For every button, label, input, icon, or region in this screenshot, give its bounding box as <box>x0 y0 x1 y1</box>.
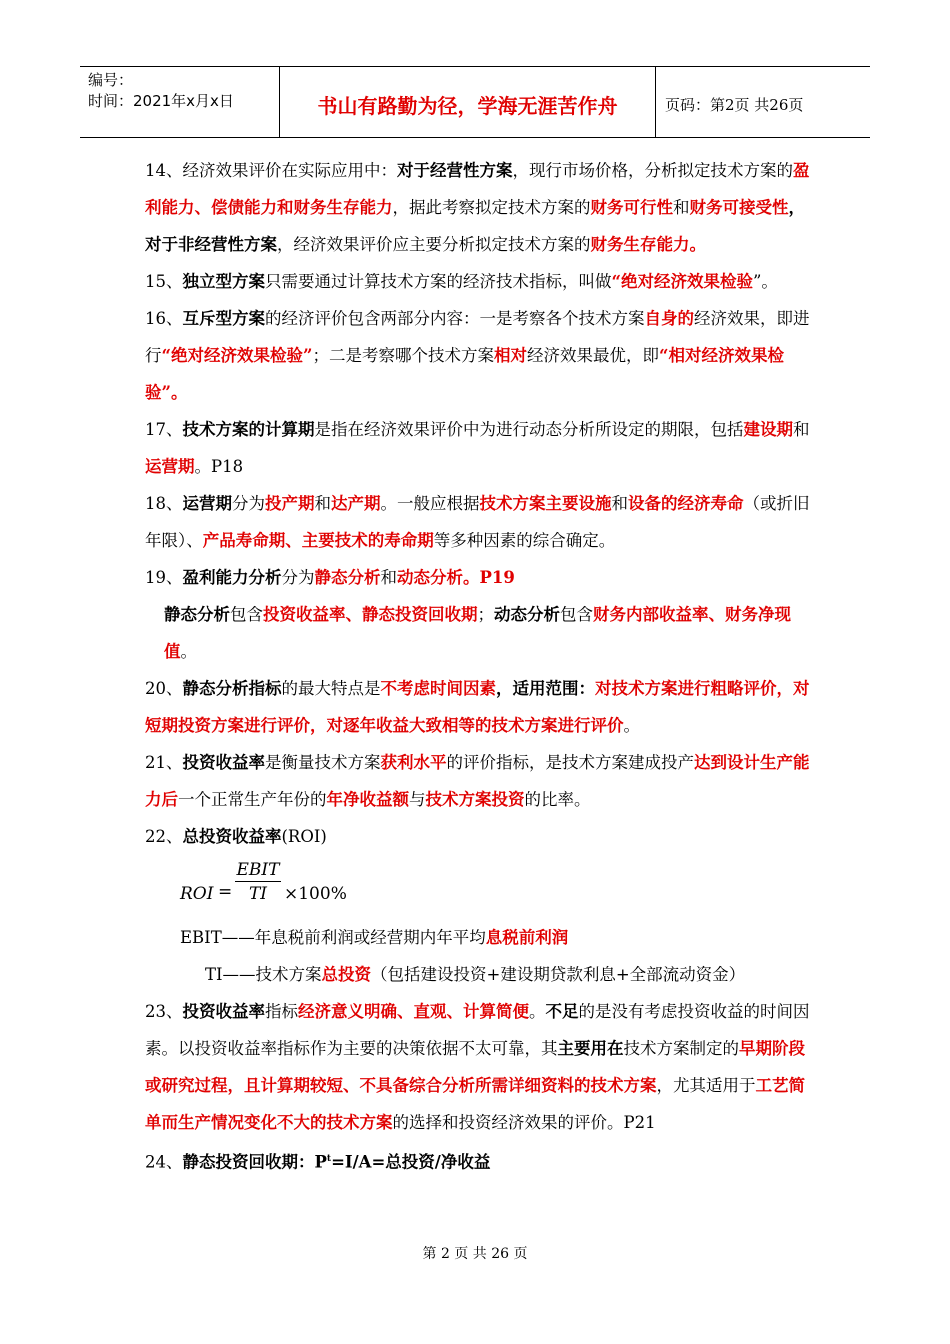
paragraph-14: 14、经济效果评价在实际应用中：对于经营性方案，现行市场价格，分析拟定技术方案的盈利能力、偿债能力和财务生存能力，据此考察拟定技术方案的财务可行性和财务可接受性，对于非经营性方案，经济效果评价应主要分析拟定技术方案的财务生存能力。 <box>145 161 810 254</box>
header-page-info: 页码：第2页 共26页 <box>665 95 804 114</box>
paragraph-19-detail: 静态分析包含投资收益率、静态投资回收期；动态分析包含财务内部收益率、财务净现值。 <box>164 605 791 661</box>
document-number-label: 编号： <box>88 71 134 89</box>
page-header <box>80 66 870 138</box>
paragraph-23: 23、投资收益率指标经济意义明确、直观、计算简便。不足的是没有考虑投资收益的时间因素。以投资收益率指标作为主要的决策依据不太可靠，其主要用在技术方案制定的早期阶段或研究过程，且计算期较短、不具备综合分析所需详细资料的技术方案，尤其适用于工艺简单而生产情况变化不大的技术方案的选择和投资经济效果的评价。P21 <box>145 1002 810 1132</box>
paragraph-20: 20、静态分析指标的最大特点是不考虑时间因素，适用范围：对技术方案进行粗略评价，对短期投资方案进行评价，对逐年收益大致相等的技术方案进行评价。 <box>145 679 810 735</box>
document-body <box>145 152 810 1181</box>
formula-fraction <box>235 859 281 906</box>
paragraph-18: 18、运营期分为投产期和达产期。一般应根据技术方案主要设施和设备的经济寿命（或折旧年限）、产品寿命期、主要技术的寿命期等多种因素的综合确定。 <box>145 494 810 550</box>
header-motto: 书山有路勤为径，学海无涯苦作舟 <box>280 67 656 137</box>
paragraph-19: 19、盈利能力分析分为静态分析和动态分析。P19 <box>145 568 515 587</box>
roi-formula <box>180 859 810 919</box>
definition-ebit: EBIT——年息税前利润或经营期内年平均息税前利润 <box>180 928 569 947</box>
header-meta-cell <box>80 67 280 137</box>
formula-multiplier: ×100% <box>284 884 347 904</box>
formula-lhs: ROI <box>180 884 214 904</box>
paragraph-15-16: 15、独立型方案只需要通过计算技术方案的经济技术指标，叫做“绝对经济效果检验”。16、互斥型方案的经济评价包含两部分内容：一是考察各个技术方案自身的经济效果，即进行“绝对经济效果检验”；二是考察哪个技术方案相对经济效果最优，即“相对经济效果检验”。 <box>145 272 810 402</box>
paragraph-22: 22、总投资收益率(ROI) <box>145 827 327 846</box>
paragraph-21: 21、投资收益率是衡量技术方案获利水平的评价指标，是技术方案建成投产达到设计生产能力后一个正常生产年份的年净收益额与技术方案投资的比率。 <box>145 753 810 809</box>
formula-denominator: TI <box>248 884 268 904</box>
page-footer: 第 2 页 共 26 页 <box>422 1246 528 1262</box>
definition-ti: TI——技术方案总投资（包括建设投资+建设期贷款利息+全部流动资金） <box>205 965 746 984</box>
formula-numerator: EBIT <box>236 860 280 880</box>
formula-equals: = <box>218 882 233 902</box>
document-time-label: 时间：2021年x月x日 <box>88 92 234 110</box>
paragraph-24: 24、静态投资回收期：$P^t=I/A=$总投资/净收益 <box>145 1152 491 1172</box>
paragraph-17: 17、技术方案的计算期是指在经济效果评价中为进行动态分析所设定的期限，包括建设期和运营期。P18 <box>145 420 810 476</box>
